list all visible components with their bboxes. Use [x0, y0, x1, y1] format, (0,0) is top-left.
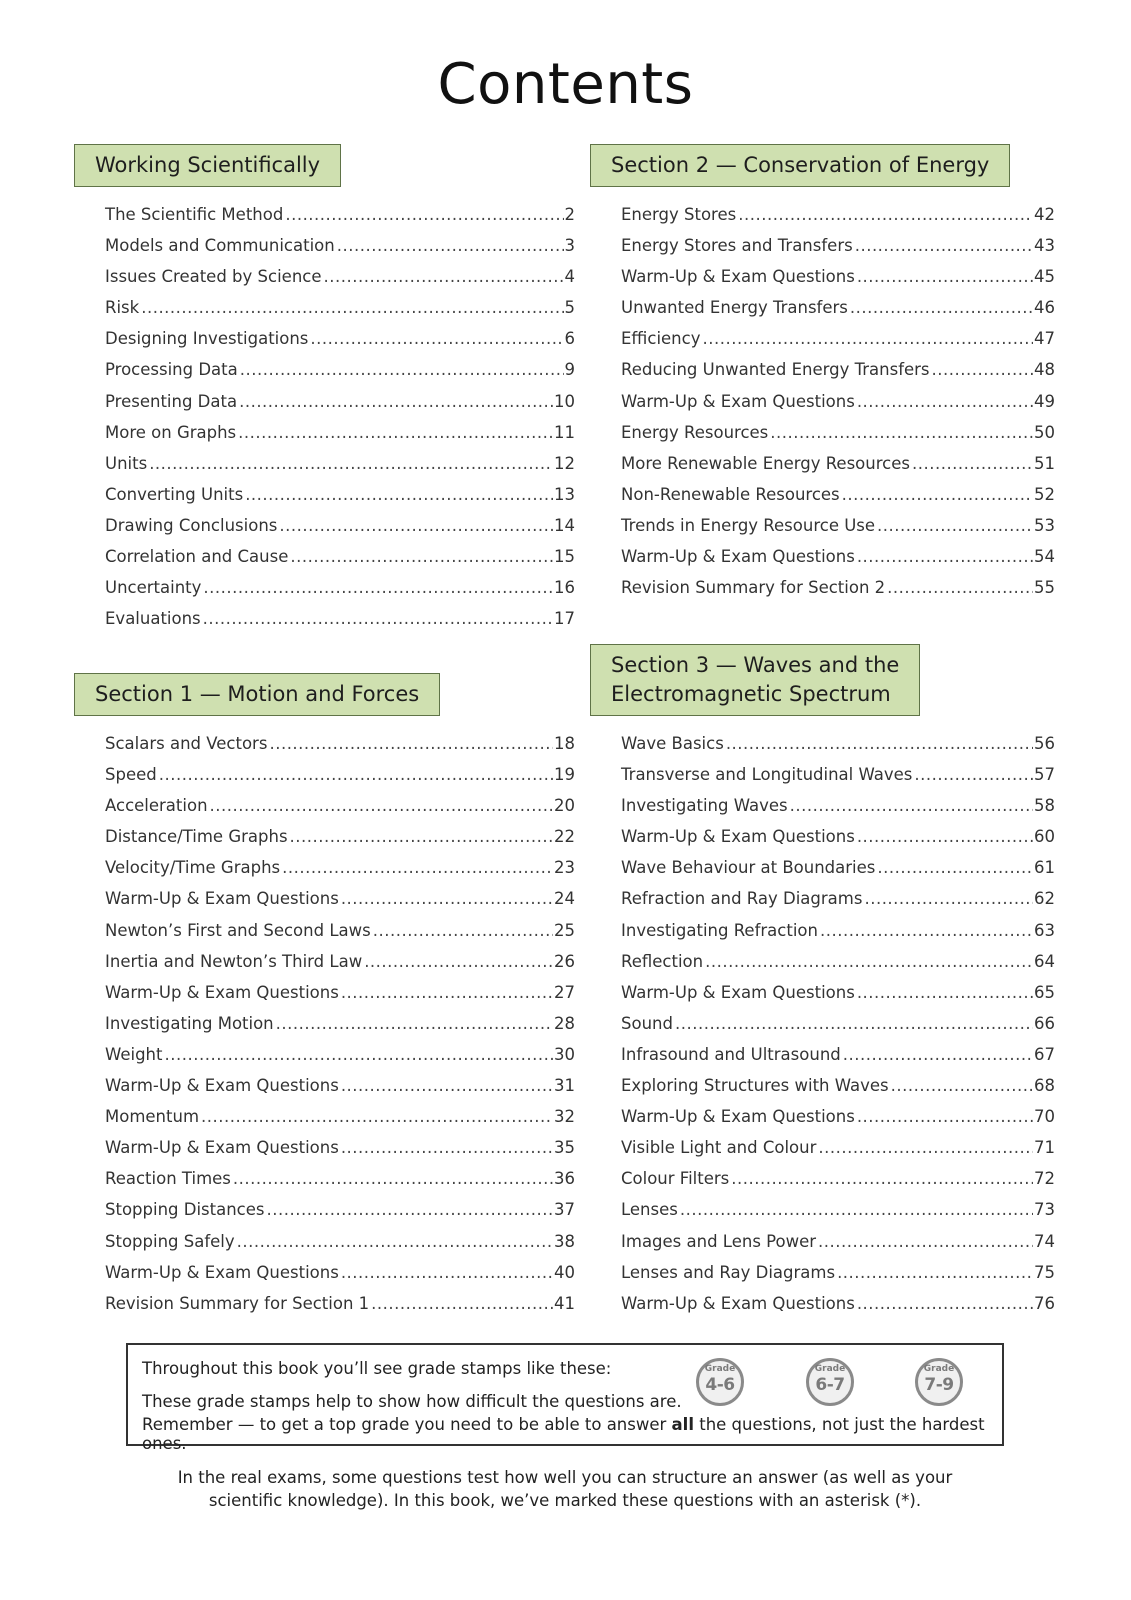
- toc-entry: [105, 199, 575, 230]
- toc-entry-page: 19: [554, 765, 575, 785]
- toc-entry: [621, 292, 1055, 323]
- toc-entry: [621, 541, 1055, 572]
- toc-entry-title: Reflection: [621, 951, 704, 971]
- toc-entry-page: 56: [1034, 734, 1055, 753]
- toc-entry: [105, 790, 575, 821]
- toc-entry-title: Trends in Energy Resource Use: [621, 515, 876, 535]
- toc-dot-leader: [842, 479, 1033, 510]
- note-line: [142, 1415, 1002, 1453]
- toc-dot-leader: [857, 977, 1033, 1008]
- toc-dot-leader: [790, 790, 1033, 821]
- toc-entry: [621, 199, 1055, 230]
- toc-entry-page: 26: [554, 951, 575, 971]
- toc-entry: [621, 790, 1055, 821]
- toc-dot-leader: [675, 1008, 1033, 1039]
- note-text: the questions, not just the hardest ones.: [142, 1415, 985, 1453]
- toc-entry-title: Converting Units: [105, 484, 244, 504]
- toc-entry-title: Warm-Up & Exam Questions: [621, 391, 855, 411]
- toc-entry: [105, 603, 575, 634]
- toc-entry-page: 46: [1034, 298, 1055, 318]
- toc-entry-title: Speed: [105, 765, 157, 785]
- toc-dot-leader: [843, 1039, 1033, 1070]
- toc-entry-title: Correlation and Cause: [105, 547, 289, 567]
- toc-entry-page: 58: [1034, 796, 1055, 816]
- toc-dot-leader: [818, 1132, 1033, 1163]
- toc-entry: [105, 572, 575, 603]
- toc-entry-title: Warm-Up & Exam Questions: [621, 982, 855, 1002]
- toc-dot-leader: [341, 883, 553, 914]
- toc-entry-page: 50: [1034, 422, 1055, 442]
- toc-entry-page: 57: [1034, 765, 1055, 785]
- toc-dot-leader: [738, 199, 1033, 230]
- toc-dot-leader: [201, 1101, 553, 1132]
- toc-entry: [105, 1070, 575, 1101]
- toc-entry-page: 14: [554, 515, 575, 535]
- toc-entry-page: 47: [1034, 329, 1055, 349]
- toc-entry: [621, 759, 1055, 790]
- toc-entry-title: Refraction and Ray Diagrams: [621, 889, 863, 909]
- toc-entry-page: 28: [554, 1013, 575, 1033]
- footer-line: In the real exams, some questions test how well you can structure an answer (as well as your: [177, 1468, 953, 1487]
- toc-entry-page: 54: [1034, 547, 1055, 567]
- toc-entry-title: Presenting Data: [105, 391, 238, 411]
- toc-dot-leader: [850, 292, 1033, 323]
- toc-entry-page: 12: [554, 453, 575, 473]
- toc-dot-leader: [341, 1070, 553, 1101]
- toc-entry: [621, 1194, 1055, 1225]
- toc-entry-page: 11: [554, 422, 575, 442]
- toc-entry-page: 31: [554, 1076, 575, 1096]
- toc-dot-leader: [233, 1163, 553, 1194]
- note-emphasis: all: [671, 1415, 694, 1434]
- toc-entry-page: 70: [1034, 1107, 1055, 1127]
- toc-entry-title: Exploring Structures with Waves: [621, 1076, 889, 1096]
- toc-entry: [105, 821, 575, 852]
- toc-list: [105, 199, 575, 634]
- toc-entry: [621, 1008, 1055, 1039]
- toc-entry-page: 5: [564, 298, 575, 318]
- toc-entry-title: Scalars and Vectors: [105, 734, 268, 753]
- toc-entry-page: 72: [1034, 1169, 1055, 1189]
- toc-entry-title: Unwanted Energy Transfers: [621, 298, 848, 318]
- toc-entry-page: 10: [554, 391, 575, 411]
- toc-entry-title: Issues Created by Science: [105, 267, 322, 287]
- toc-dot-leader: [240, 354, 564, 385]
- toc-dot-leader: [341, 977, 553, 1008]
- toc-entry-title: Sound: [621, 1013, 673, 1033]
- toc-entry: [105, 417, 575, 448]
- toc-entry-page: 36: [554, 1169, 575, 1189]
- toc-entry: [105, 292, 575, 323]
- toc-entry-title: Warm-Up & Exam Questions: [105, 1262, 339, 1282]
- toc-dot-leader: [371, 1288, 553, 1319]
- toc-entry-title: Energy Stores: [621, 205, 737, 224]
- toc-dot-leader: [237, 1226, 553, 1257]
- toc-entry-page: 71: [1034, 1138, 1055, 1158]
- toc-entry: [105, 1226, 575, 1257]
- note-line: Throughout this book you’ll see grade stamps like these:: [142, 1359, 612, 1378]
- stamp-range: 6-7: [815, 1375, 845, 1395]
- toc-entry-title: Inertia and Newton’s Third Law: [105, 951, 363, 971]
- toc-entry: [621, 323, 1055, 354]
- toc-entry-title: Wave Basics: [621, 734, 724, 753]
- toc-entry-page: 68: [1034, 1076, 1055, 1096]
- stamp-label: Grade: [923, 1364, 955, 1374]
- toc-entry-title: Investigating Motion: [105, 1013, 274, 1033]
- toc-entry-page: 37: [554, 1200, 575, 1220]
- toc-list: [621, 199, 1055, 603]
- toc-entry-title: Newton’s First and Second Laws: [105, 920, 371, 940]
- toc-entry-title: Stopping Distances: [105, 1200, 265, 1220]
- toc-entry-title: Transverse and Longitudinal Waves: [621, 765, 913, 785]
- toc-entry-title: Lenses and Ray Diagrams: [621, 1262, 836, 1282]
- toc-entry-page: 35: [554, 1138, 575, 1158]
- toc-dot-leader: [238, 417, 553, 448]
- toc-entry-page: 27: [554, 982, 575, 1002]
- section-2-section: [611, 144, 1055, 603]
- toc-entry-page: 43: [1034, 236, 1055, 256]
- toc-entry-page: 67: [1034, 1044, 1055, 1064]
- toc-entry: [621, 852, 1055, 883]
- toc-entry: [621, 1101, 1055, 1132]
- toc-entry-page: 66: [1034, 1013, 1055, 1033]
- section-heading-working-scientifically: Working Scientifically: [74, 144, 341, 187]
- toc-entry-title: Colour Filters: [621, 1169, 730, 1189]
- toc-entry-page: 25: [554, 920, 575, 940]
- toc-dot-leader: [680, 1194, 1033, 1225]
- toc-dot-leader: [141, 292, 563, 323]
- toc-dot-leader: [857, 1288, 1033, 1319]
- toc-entry-title: Wave Behaviour at Boundaries: [621, 858, 876, 878]
- grade-stamp-icon: [915, 1358, 963, 1406]
- toc-dot-leader: [857, 386, 1033, 417]
- toc-entry-page: 62: [1034, 889, 1055, 909]
- toc-entry: [105, 1039, 575, 1070]
- toc-dot-leader: [245, 479, 553, 510]
- toc-entry-page: 74: [1034, 1231, 1055, 1251]
- toc-entry-page: 65: [1034, 982, 1055, 1002]
- toc-entry-page: 45: [1034, 267, 1055, 287]
- toc-entry: [105, 386, 575, 417]
- toc-dot-leader: [337, 230, 564, 261]
- toc-entry: [105, 1257, 575, 1288]
- toc-entry-title: Revision Summary for Section 2: [621, 578, 886, 598]
- toc-entry-page: 49: [1034, 391, 1055, 411]
- toc-entry: [621, 448, 1055, 479]
- note-text: Remember — to get a top grade you need to be able to answer: [142, 1415, 672, 1434]
- toc-entry: [105, 977, 575, 1008]
- toc-entry: [105, 230, 575, 261]
- toc-entry-page: 76: [1034, 1293, 1055, 1313]
- page-title: Contents: [437, 52, 694, 117]
- toc-entry-title: Designing Investigations: [105, 329, 309, 349]
- toc-dot-leader: [820, 915, 1033, 946]
- toc-entry-title: Efficiency: [621, 329, 701, 349]
- toc-entry-page: 17: [554, 609, 575, 629]
- section-heading-section-2: Section 2 — Conservation of Energy: [590, 144, 1010, 187]
- toc-dot-leader: [324, 261, 564, 292]
- toc-entry-title: Infrasound and Ultrasound: [621, 1044, 841, 1064]
- toc-entry-page: 38: [554, 1231, 575, 1251]
- section-1-section: [95, 673, 575, 1319]
- toc-entry-title: Reducing Unwanted Energy Transfers: [621, 360, 930, 380]
- toc-entry-page: 42: [1034, 205, 1055, 224]
- toc-entry: [105, 1288, 575, 1319]
- toc-entry: [105, 946, 575, 977]
- toc-entry: [105, 479, 575, 510]
- toc-entry-title: Warm-Up & Exam Questions: [621, 827, 855, 847]
- grade-stamp-icon: [696, 1358, 744, 1406]
- toc-entry-title: Warm-Up & Exam Questions: [105, 1076, 339, 1096]
- toc-entry: [105, 915, 575, 946]
- toc-entry: [621, 230, 1055, 261]
- toc-entry-title: More Renewable Energy Resources: [621, 453, 910, 473]
- toc-entry: [621, 977, 1055, 1008]
- toc-entry-page: 75: [1034, 1262, 1055, 1282]
- toc-entry-page: 22: [554, 827, 575, 847]
- toc-entry-title: More on Graphs: [105, 422, 237, 442]
- toc-entry-page: 51: [1034, 453, 1055, 473]
- toc-entry: [621, 821, 1055, 852]
- toc-entry-page: 15: [554, 547, 575, 567]
- toc-entry-page: 24: [554, 889, 575, 909]
- toc-dot-leader: [210, 790, 553, 821]
- toc-entry: [105, 1008, 575, 1039]
- toc-entry-title: Uncertainty: [105, 578, 202, 598]
- toc-dot-leader: [290, 541, 553, 572]
- toc-entry: [105, 261, 575, 292]
- toc-dot-leader: [855, 230, 1033, 261]
- toc-dot-leader: [914, 759, 1033, 790]
- section-heading-section-1: Section 1 — Motion and Forces: [74, 673, 440, 716]
- grade-stamp-note: [126, 1343, 1004, 1453]
- toc-dot-leader: [203, 603, 553, 634]
- toc-dot-leader: [857, 1101, 1033, 1132]
- toc-dot-leader: [887, 572, 1033, 603]
- section-heading-line: Electromagnetic Spectrum: [611, 682, 891, 706]
- toc-entry-title: The Scientific Method: [105, 205, 284, 224]
- toc-entry-page: 18: [554, 734, 575, 753]
- toc-dot-leader: [239, 386, 553, 417]
- toc-dot-leader: [279, 510, 553, 541]
- toc-entry: [621, 883, 1055, 914]
- toc-entry-page: 40: [554, 1262, 575, 1282]
- toc-entry-page: 3: [564, 236, 575, 256]
- toc-entry-title: Warm-Up & Exam Questions: [621, 547, 855, 567]
- toc-dot-leader: [864, 883, 1033, 914]
- toc-entry: [621, 386, 1055, 417]
- toc-list: [105, 728, 575, 1319]
- stamp-label: Grade: [704, 1364, 736, 1374]
- toc-entry: [621, 728, 1055, 759]
- toc-dot-leader: [341, 1257, 553, 1288]
- toc-entry-title: Stopping Safely: [105, 1231, 235, 1251]
- stamp-range: 7-9: [924, 1375, 954, 1395]
- toc-entry-title: Revision Summary for Section 1: [105, 1293, 370, 1313]
- section-heading-line: Section 3 — Waves and the: [611, 653, 900, 677]
- toc-entry-title: Warm-Up & Exam Questions: [105, 889, 339, 909]
- toc-dot-leader: [341, 1132, 553, 1163]
- toc-entry-title: Investigating Refraction: [621, 920, 818, 940]
- toc-dot-leader: [770, 417, 1033, 448]
- toc-entry-title: Weight: [105, 1044, 163, 1064]
- toc-dot-leader: [149, 448, 553, 479]
- toc-entry-page: 23: [554, 858, 575, 878]
- toc-dot-leader: [276, 1008, 553, 1039]
- toc-entry-title: Units: [105, 453, 148, 473]
- toc-entry-page: 9: [564, 360, 575, 380]
- section-3-section: [611, 644, 1055, 1319]
- toc-dot-leader: [702, 323, 1033, 354]
- toc-entry: [105, 323, 575, 354]
- toc-entry: [621, 1039, 1055, 1070]
- toc-entry-page: 61: [1034, 858, 1055, 878]
- toc-entry-title: Non-Renewable Resources: [621, 484, 840, 504]
- toc-dot-leader: [705, 946, 1033, 977]
- toc-entry: [621, 479, 1055, 510]
- toc-entry: [105, 759, 575, 790]
- toc-entry-title: Momentum: [105, 1107, 200, 1127]
- toc-dot-leader: [818, 1226, 1033, 1257]
- toc-entry: [621, 261, 1055, 292]
- toc-dot-leader: [932, 354, 1033, 385]
- toc-entry-title: Energy Stores and Transfers: [621, 236, 853, 256]
- toc-entry-title: Warm-Up & Exam Questions: [105, 1138, 339, 1158]
- toc-entry: [621, 1288, 1055, 1319]
- toc-entry-page: 13: [554, 484, 575, 504]
- toc-entry-page: 73: [1034, 1200, 1055, 1220]
- toc-entry-title: Warm-Up & Exam Questions: [621, 267, 855, 287]
- toc-dot-leader: [203, 572, 553, 603]
- toc-dot-leader: [364, 946, 553, 977]
- stamp-label: Grade: [814, 1364, 846, 1374]
- toc-entry: [105, 448, 575, 479]
- toc-list: [621, 728, 1055, 1319]
- toc-entry: [621, 1070, 1055, 1101]
- working-scientifically-section: [95, 144, 575, 634]
- toc-entry-title: Distance/Time Graphs: [105, 827, 288, 847]
- toc-entry-title: Images and Lens Power: [621, 1231, 817, 1251]
- toc-entry: [621, 417, 1055, 448]
- toc-entry-page: 2: [564, 205, 575, 224]
- toc-entry-title: Warm-Up & Exam Questions: [105, 982, 339, 1002]
- toc-dot-leader: [837, 1257, 1033, 1288]
- toc-entry-title: Models and Communication: [105, 236, 335, 256]
- toc-entry: [621, 1163, 1055, 1194]
- toc-entry: [621, 946, 1055, 977]
- toc-dot-leader: [877, 510, 1033, 541]
- toc-entry: [621, 1257, 1055, 1288]
- toc-dot-leader: [912, 448, 1033, 479]
- toc-entry-page: 48: [1034, 360, 1055, 380]
- toc-entry-title: Reaction Times: [105, 1169, 231, 1189]
- toc-entry: [621, 572, 1055, 603]
- toc-dot-leader: [267, 1194, 554, 1225]
- toc-entry-title: Lenses: [621, 1200, 678, 1220]
- toc-dot-leader: [269, 728, 553, 759]
- toc-dot-leader: [285, 199, 563, 230]
- toc-dot-leader: [731, 1163, 1033, 1194]
- toc-entry: [105, 883, 575, 914]
- toc-entry-page: 20: [554, 796, 575, 816]
- toc-entry-title: Visible Light and Colour: [621, 1138, 817, 1158]
- toc-entry: [621, 1226, 1055, 1257]
- toc-entry-title: Evaluations: [105, 609, 201, 629]
- toc-entry-page: 53: [1034, 515, 1055, 535]
- toc-entry: [105, 852, 575, 883]
- toc-entry-page: 63: [1034, 920, 1055, 940]
- toc-entry: [621, 1132, 1055, 1163]
- toc-entry-title: Velocity/Time Graphs: [105, 858, 281, 878]
- toc-entry-title: Investigating Waves: [621, 796, 788, 816]
- toc-entry: [105, 1163, 575, 1194]
- toc-entry-page: 64: [1034, 951, 1055, 971]
- toc-entry-title: Drawing Conclusions: [105, 515, 278, 535]
- toc-entry: [105, 1132, 575, 1163]
- footer-note: [150, 1466, 980, 1512]
- toc-dot-leader: [857, 261, 1033, 292]
- note-line: These grade stamps help to show how difficult the questions are.: [142, 1392, 682, 1411]
- toc-entry: [105, 1194, 575, 1225]
- toc-entry-page: 41: [554, 1293, 575, 1313]
- toc-entry-page: 52: [1034, 484, 1055, 504]
- toc-entry: [105, 354, 575, 385]
- toc-entry-title: Warm-Up & Exam Questions: [621, 1293, 855, 1313]
- toc-entry: [105, 541, 575, 572]
- toc-entry-page: 60: [1034, 827, 1055, 847]
- toc-dot-leader: [282, 852, 553, 883]
- toc-dot-leader: [164, 1039, 553, 1070]
- toc-entry: [105, 728, 575, 759]
- toc-entry: [105, 1101, 575, 1132]
- toc-entry-page: 4: [564, 267, 575, 287]
- stamp-range: 4-6: [705, 1375, 735, 1395]
- toc-entry-page: 55: [1034, 578, 1055, 598]
- toc-dot-leader: [857, 821, 1033, 852]
- toc-entry: [621, 510, 1055, 541]
- grade-stamp-icon: [806, 1358, 854, 1406]
- toc-entry: [105, 510, 575, 541]
- toc-dot-leader: [290, 821, 553, 852]
- toc-entry-page: 32: [554, 1107, 575, 1127]
- toc-entry-page: 6: [564, 329, 575, 349]
- toc-entry-title: Acceleration: [105, 796, 208, 816]
- toc-dot-leader: [310, 323, 563, 354]
- toc-entry: [621, 354, 1055, 385]
- footer-line: scientific knowledge). In this book, we’ve marked these questions with an asterisk (*).: [208, 1491, 922, 1510]
- toc-entry-title: Risk: [105, 298, 140, 318]
- toc-dot-leader: [726, 728, 1033, 759]
- section-heading-section-3: [590, 644, 920, 716]
- toc-dot-leader: [877, 852, 1033, 883]
- toc-dot-leader: [159, 759, 553, 790]
- toc-entry-title: Processing Data: [105, 360, 238, 380]
- toc-entry-page: 16: [554, 578, 575, 598]
- toc-dot-leader: [857, 541, 1033, 572]
- toc-entry: [621, 915, 1055, 946]
- toc-entry-title: Warm-Up & Exam Questions: [621, 1107, 855, 1127]
- toc-entry-title: Energy Resources: [621, 422, 769, 442]
- toc-dot-leader: [373, 915, 553, 946]
- toc-entry-page: 30: [554, 1044, 575, 1064]
- toc-dot-leader: [891, 1070, 1033, 1101]
